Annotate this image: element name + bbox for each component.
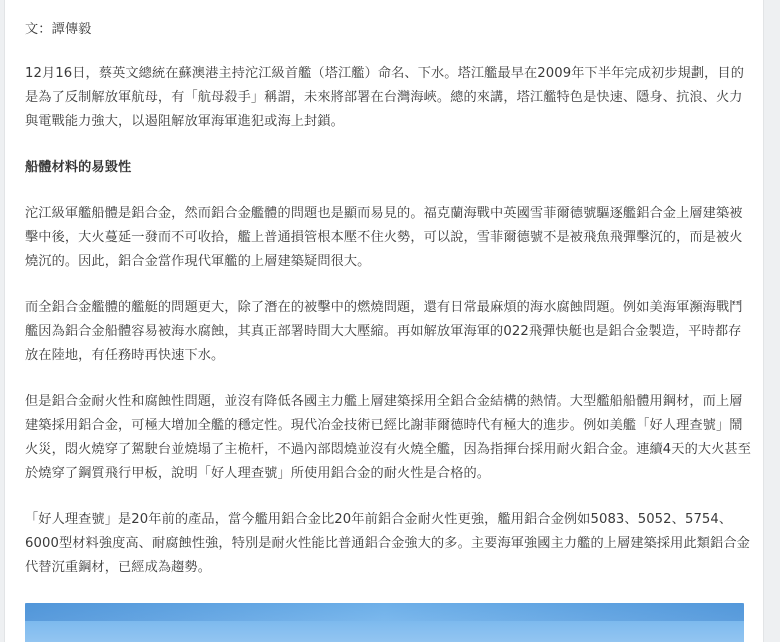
paragraph-intro: 12月16日，蔡英文總統在蘇澳港主持沱江級首艦（塔江艦）命名、下水。塔江艦最早在2009年下半年完成初步規劃，目的是為了反制解放軍航母，有「航母殺手」稱謂，未來將部署在台灣海峽。總的來講，塔江艦特色是快速、隱身、抗浪、火力與電戰能力強大，以遏阻解放軍海軍進犯或海上封鎖。	[25, 66, 745, 129]
article-container	[4, 0, 764, 642]
paragraph: 沱江級軍艦船體是鋁合金，然而鋁合金艦體的問題也是顯而易見的。福克蘭海戰中英國雪菲爾德號驅逐艦鋁合金上層建築被擊中後，大火蔓延一發而不可收拾，艦上普通損管根本壓不住火勢，可以說，雪菲爾德號不是被飛魚飛彈擊沉的，而是被火燒沉的。因此，鋁合金當作現代軍艦的上層建築疑問很大。	[25, 206, 743, 269]
byline: 文：譚傳毅	[25, 22, 92, 37]
paragraph: 「好人理查號」是20年前的產品，當今艦用鋁合金比20年前鋁合金耐火性更強，艦用鋁合金例如5083、5052、5754、6000型材料強度高、耐腐蝕性強，特別是耐火性能比普通鋁合金強大的多。主要海軍強國主力艦的上層建築採用此類鋁合金代替沉重鋼材，已經成為趨勢。	[25, 512, 750, 575]
section-heading: 船體材料的易毀性	[25, 160, 132, 175]
article-photo	[25, 603, 744, 642]
article-body	[25, 18, 751, 602]
paragraph: 而全鋁合金艦體的艦艇的問題更大，除了潛在的被擊中的燃燒問題，還有日常最麻煩的海水腐蝕問題。例如美海軍瀕海戰鬥艦因為鋁合金船體容易被海水腐蝕，其真正部署時間大大壓縮。再如解放軍海軍的022飛彈快艇也是鋁合金製造，平時都存放在陸地，有任務時再快速下水。	[25, 300, 743, 363]
paragraph: 但是鋁合金耐火性和腐蝕性問題，並沒有降低各國主力艦上層建築採用全鋁合金結構的熱情。大型艦船船體用鋼材，而上層建築採用鋁合金，可極大增加全艦的穩定性。現代冶金技術已經比謝菲爾德時代有極大的進步。例如美艦「好人理查號」鬧火災，悶火燒穿了駕駛台並燒塌了主桅杆，不過內部悶燒並沒有火燒全艦，因為指揮台採用耐火鋁合金。連續4天的大火甚至於燒穿了鋼質飛行甲板，說明「好人理查號」所使用鋁合金的耐火性是合格的。	[25, 394, 752, 481]
